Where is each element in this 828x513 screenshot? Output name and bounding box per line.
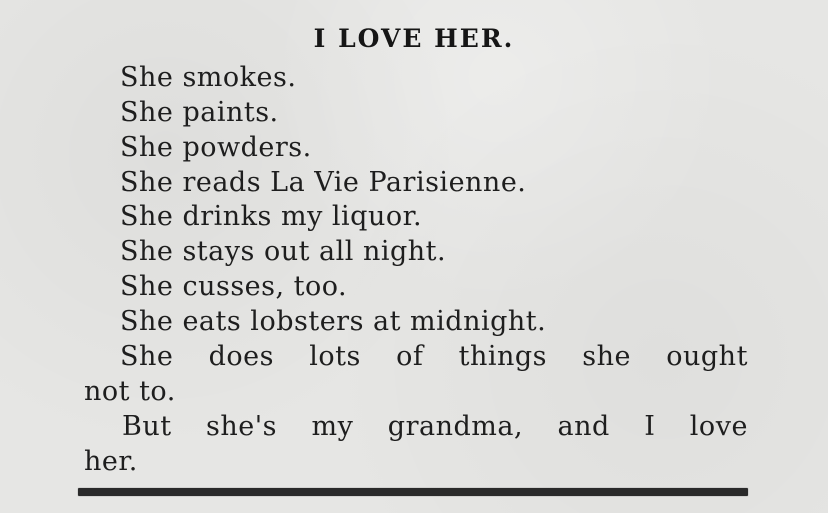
word: grandma, <box>387 411 524 442</box>
headline: I LOVE HER. <box>313 24 515 53</box>
poem-line: She cusses, too. <box>120 271 348 302</box>
poem-line: She eats lobsters at midnight. <box>120 306 547 337</box>
poem-line: She reads La Vie Parisienne. <box>120 167 527 198</box>
word: lots <box>309 341 361 372</box>
paragraph-one-first-line <box>120 343 748 370</box>
word: she <box>582 341 631 372</box>
paragraph-two-first-line <box>122 413 748 440</box>
paragraph-two-tail: her. <box>84 446 138 477</box>
poem-line: She paints. <box>120 97 279 128</box>
word: she's <box>206 411 278 442</box>
word: She <box>120 341 174 372</box>
word: But <box>122 411 172 442</box>
word: my <box>311 411 354 442</box>
word: and <box>557 411 610 442</box>
poem-line: She smokes. <box>120 62 297 93</box>
word: love <box>689 411 748 442</box>
word: I <box>644 411 656 442</box>
poem-line: She stays out all night. <box>120 236 447 267</box>
paragraph-one-tail: not to. <box>84 376 176 407</box>
bottom-rule <box>78 488 748 496</box>
word: ought <box>666 341 748 372</box>
word: does <box>208 341 274 372</box>
poem-line: She drinks my liquor. <box>120 201 423 232</box>
poem-line: She powders. <box>120 132 312 163</box>
word: of <box>396 341 424 372</box>
word: things <box>458 341 548 372</box>
